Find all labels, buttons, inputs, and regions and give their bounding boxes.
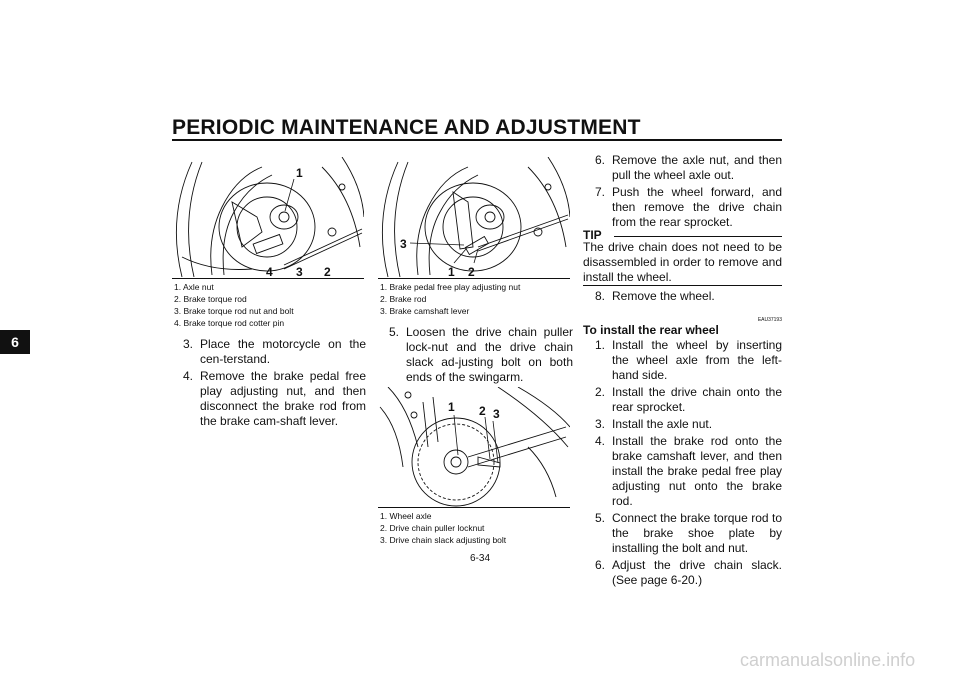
step-text: Install the wheel by inserting the wheel axle from the left-hand side.: [612, 338, 782, 382]
title-rule: [172, 139, 782, 141]
tip-text: The drive chain does not need to be disassembled in order to remove and install the wheel.: [583, 240, 782, 284]
fig1-callout-3: 3: [296, 265, 303, 277]
section-heading: To install the rear wheel: [583, 323, 719, 337]
tip-label: TIP: [583, 228, 602, 242]
step-text: Place the motorcycle on the cen-terstand.: [200, 337, 366, 366]
caption-line: 2. Brake rod: [380, 294, 427, 304]
step-number: 4.: [595, 434, 606, 448]
caption-line: 3. Brake camshaft lever: [380, 306, 470, 316]
watermark: carmanualsonline.info: [740, 650, 916, 670]
col2-steps: [389, 325, 573, 385]
step-item: [595, 511, 782, 556]
tip-bottom-rule: [583, 285, 782, 286]
step-number: 2.: [595, 385, 606, 399]
col3-steps-b: [595, 289, 782, 304]
step-text: Push the wheel forward, and then remove the drive chain from the rear sprocket.: [612, 185, 782, 229]
col1-steps: [183, 337, 366, 429]
step-text: Remove the brake pedal free play adjusting nut, and then disconnect the brake rod from the brake cam-shaft lever.: [200, 369, 366, 428]
step-number: 8.: [595, 289, 606, 303]
step-item: [595, 185, 782, 230]
step-text: Adjust the drive chain slack. (See page 6-20.): [612, 558, 782, 587]
fig1-callout-1: 1: [296, 166, 303, 180]
figure-2-brake-rod: [378, 157, 570, 277]
chapter-tab: 6: [0, 330, 30, 354]
step-item: [389, 325, 573, 385]
step-number: 5.: [595, 511, 606, 525]
fig2-callout-1: 1: [448, 265, 455, 277]
fig2-callout-2: 2: [468, 265, 475, 277]
tip-top-rule: [614, 236, 782, 237]
step-text: Install the drive chain onto the rear sprocket.: [612, 385, 782, 414]
fig1-callout-2: 2: [324, 265, 331, 277]
caption-rule: [378, 278, 570, 279]
figure-3-caption: [380, 510, 570, 546]
step-number: 5.: [389, 325, 400, 339]
step-item: [595, 153, 782, 183]
step-item: [595, 385, 782, 415]
fig3-callout-3: 3: [493, 407, 500, 421]
caption-rule: [172, 278, 364, 279]
figure-1-caption: [174, 281, 364, 329]
caption-line: 2. Brake torque rod: [174, 294, 247, 304]
step-number: 3.: [595, 417, 606, 431]
figure-1-brake-torque-rod: [172, 157, 364, 277]
step-number: 4.: [183, 369, 194, 383]
page-title: PERIODIC MAINTENANCE AND ADJUSTMENT: [172, 116, 641, 139]
step-number: 3.: [183, 337, 194, 351]
caption-line: 1. Brake pedal free play adjusting nut: [380, 282, 521, 292]
step-item: [183, 337, 366, 367]
caption-line: 3. Drive chain slack adjusting bolt: [380, 535, 507, 545]
col3-steps-a: [595, 153, 782, 230]
fig3-callout-1: 1: [448, 400, 455, 414]
caption-line: 4. Brake torque rod cotter pin: [174, 318, 285, 328]
step-number: 1.: [595, 338, 606, 352]
step-number: 6.: [595, 558, 606, 572]
caption-line: 1. Axle nut: [174, 282, 214, 292]
step-item: [595, 417, 782, 432]
step-text: Remove the wheel.: [612, 289, 715, 303]
fig2-callout-3: 3: [400, 237, 407, 251]
step-item: [595, 338, 782, 383]
step-number: 6.: [595, 153, 606, 167]
step-text: Remove the axle nut, and then pull the wheel axle out.: [612, 153, 782, 182]
section-code: EAU37193: [757, 317, 782, 323]
figure-2-caption: [380, 281, 570, 317]
step-item: [595, 434, 782, 509]
col3-steps-c: [595, 338, 782, 588]
figure-3-wheel-axle: [378, 387, 570, 507]
step-item: [595, 289, 782, 304]
caption-line: 1. Wheel axle: [380, 511, 432, 521]
step-text: Install the axle nut.: [612, 417, 713, 431]
step-text: Loosen the drive chain puller lock-nut and the drive chain slack ad-justing bolt on both ends of the swingarm.: [406, 325, 573, 384]
fig1-callout-4: 4: [266, 265, 273, 277]
step-item: [595, 558, 782, 588]
step-item: [183, 369, 366, 429]
caption-rule: [378, 507, 570, 508]
step-text: Install the brake rod onto the brake camshaft lever, and then install the brake pedal free play adjusting nut onto the brake rod.: [612, 434, 782, 508]
caption-line: 3. Brake torque rod nut and bolt: [174, 306, 294, 316]
step-number: 7.: [595, 185, 606, 199]
page-number: 6-34: [469, 553, 490, 564]
caption-line: 2. Drive chain puller locknut: [380, 523, 485, 533]
step-text: Connect the brake torque rod to the brake shoe plate by installing the bolt and nut.: [612, 511, 782, 555]
fig3-callout-2: 2: [479, 404, 486, 418]
